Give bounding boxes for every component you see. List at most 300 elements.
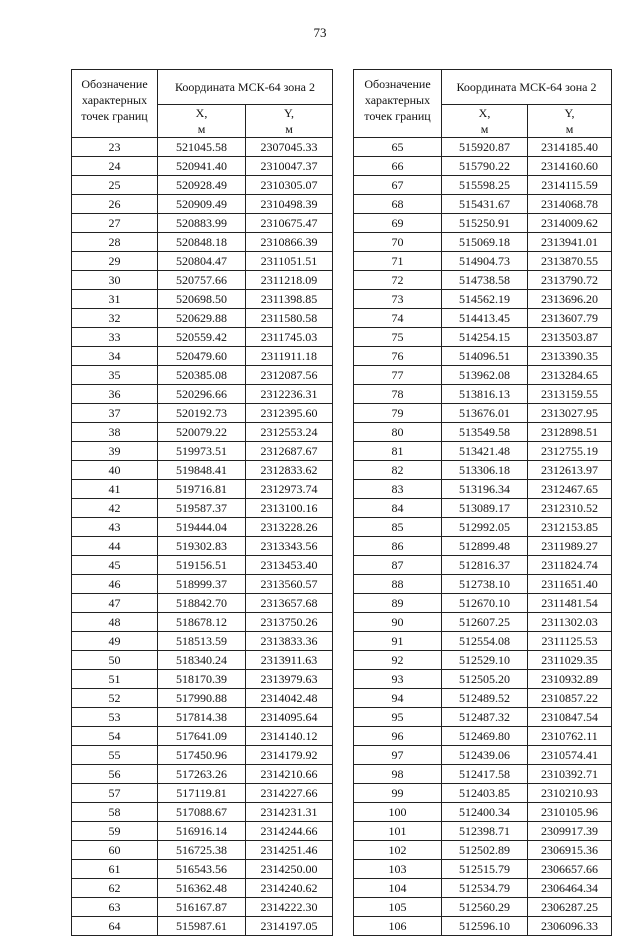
table-row — [354, 404, 612, 423]
x-coordinate-cell: 520804.47 — [158, 252, 246, 271]
y-coordinate-cell: 2312687.67 — [246, 442, 333, 461]
point-number-cell: 51 — [72, 670, 158, 689]
point-number-cell: 39 — [72, 442, 158, 461]
y-coordinate-cell: 2313941.01 — [528, 233, 612, 252]
table-row — [354, 328, 612, 347]
y-coordinate-cell: 2307045.33 — [246, 138, 333, 157]
point-number-cell: 103 — [354, 860, 442, 879]
point-number-cell: 54 — [72, 727, 158, 746]
x-axis-label: X, — [195, 106, 208, 120]
x-coordinate-cell: 520909.49 — [158, 195, 246, 214]
y-coordinate-cell: 2311029.35 — [528, 651, 612, 670]
point-number-cell: 59 — [72, 822, 158, 841]
page-number: 73 — [313, 25, 327, 40]
point-number-cell: 101 — [354, 822, 442, 841]
y-coordinate-cell: 2311398.85 — [246, 290, 333, 309]
y-coordinate-cell: 2310857.22 — [528, 689, 612, 708]
point-number-cell: 83 — [354, 480, 442, 499]
y-coordinate-cell: 2312310.52 — [528, 499, 612, 518]
x-coordinate-cell: 520079.22 — [158, 423, 246, 442]
table-row — [72, 176, 333, 195]
y-coordinate-cell: 2310762.11 — [528, 727, 612, 746]
x-coordinate-cell: 515431.67 — [442, 195, 528, 214]
coordinates-table-right — [353, 69, 612, 936]
point-number-cell: 81 — [354, 442, 442, 461]
table-row — [72, 689, 333, 708]
point-number-cell: 43 — [72, 518, 158, 537]
point-number-cell: 89 — [354, 594, 442, 613]
point-number-cell: 30 — [72, 271, 158, 290]
y-coordinate-cell: 2311481.54 — [528, 594, 612, 613]
x-coordinate-cell: 513421.48 — [442, 442, 528, 461]
table-row — [72, 575, 333, 594]
table-row — [72, 841, 333, 860]
table-row — [354, 898, 612, 917]
point-number-cell: 98 — [354, 765, 442, 784]
table-row — [72, 138, 333, 157]
y-coordinate-cell: 2311745.03 — [246, 328, 333, 347]
point-number-cell: 99 — [354, 784, 442, 803]
point-number-cell: 53 — [72, 708, 158, 727]
point-number-cell: 50 — [72, 651, 158, 670]
point-number-cell: 58 — [72, 803, 158, 822]
y-coordinate-cell: 2313100.16 — [246, 499, 333, 518]
y-coordinate-cell: 2312153.85 — [528, 518, 612, 537]
y-coordinate-cell: 2313979.63 — [246, 670, 333, 689]
y-coordinate-cell: 2310932.89 — [528, 670, 612, 689]
y-coordinate-cell: 2310574.41 — [528, 746, 612, 765]
table-row — [354, 613, 612, 632]
table-row — [354, 347, 612, 366]
table-row — [354, 233, 612, 252]
point-number-cell: 62 — [72, 879, 158, 898]
x-coordinate-cell: 516362.48 — [158, 879, 246, 898]
x-coordinate-cell: 512469.80 — [442, 727, 528, 746]
point-number-cell: 105 — [354, 898, 442, 917]
x-coordinate-cell: 516167.87 — [158, 898, 246, 917]
y-coordinate-cell: 2313833.36 — [246, 632, 333, 651]
x-coordinate-cell: 514738.58 — [442, 271, 528, 290]
point-number-cell: 87 — [354, 556, 442, 575]
y-coordinate-cell: 2313607.79 — [528, 309, 612, 328]
y-coordinate-cell: 2310498.39 — [246, 195, 333, 214]
x-coordinate-cell: 514096.51 — [442, 347, 528, 366]
x-coordinate-cell: 512489.52 — [442, 689, 528, 708]
point-number-cell: 97 — [354, 746, 442, 765]
table-row — [354, 917, 612, 936]
y-coordinate-cell: 2313790.72 — [528, 271, 612, 290]
point-number-cell: 82 — [354, 461, 442, 480]
table-row — [72, 499, 333, 518]
point-number-cell: 28 — [72, 233, 158, 252]
table-row — [354, 176, 612, 195]
y-coordinate-cell: 2314251.46 — [246, 841, 333, 860]
table-row — [72, 309, 333, 328]
y-coordinate-cell: 2306464.34 — [528, 879, 612, 898]
point-number-cell: 67 — [354, 176, 442, 195]
point-number-cell: 63 — [72, 898, 158, 917]
point-number-cell: 94 — [354, 689, 442, 708]
point-number-cell: 71 — [354, 252, 442, 271]
table-row — [354, 670, 612, 689]
table-row — [72, 461, 333, 480]
point-number-cell: 95 — [354, 708, 442, 727]
y-coordinate-cell: 2314250.00 — [246, 860, 333, 879]
table-row — [354, 195, 612, 214]
x-coordinate-cell: 520296.66 — [158, 385, 246, 404]
x-coordinate-cell: 515920.87 — [442, 138, 528, 157]
coordinate-group-header: Координата МСК-64 зона 2 — [158, 70, 333, 105]
table-row — [72, 442, 333, 461]
designation-header: Обозначение характерных точек границ — [354, 70, 442, 138]
x-coordinate-cell: 512487.32 — [442, 708, 528, 727]
x-coordinate-cell: 514413.45 — [442, 309, 528, 328]
table-row — [72, 252, 333, 271]
point-number-cell: 25 — [72, 176, 158, 195]
point-number-cell: 24 — [72, 157, 158, 176]
point-number-cell: 60 — [72, 841, 158, 860]
coordinate-group-header: Координата МСК-64 зона 2 — [442, 70, 612, 105]
point-number-cell: 85 — [354, 518, 442, 537]
x-coordinate-cell: 513549.58 — [442, 423, 528, 442]
table-row — [72, 651, 333, 670]
x-coordinate-cell: 517990.88 — [158, 689, 246, 708]
designation-header: Обозначение характерных точек границ — [72, 70, 158, 138]
y-coordinate-cell: 2312755.19 — [528, 442, 612, 461]
x-coordinate-cell: 520385.08 — [158, 366, 246, 385]
x-coordinate-cell: 512529.10 — [442, 651, 528, 670]
y-coordinate-cell: 2311051.51 — [246, 252, 333, 271]
y-coordinate-cell: 2311651.40 — [528, 575, 612, 594]
x-coordinate-cell: 520629.88 — [158, 309, 246, 328]
point-number-cell: 33 — [72, 328, 158, 347]
y-coordinate-cell: 2313503.87 — [528, 328, 612, 347]
y-coordinate-cell: 2309917.39 — [528, 822, 612, 841]
table-row — [72, 898, 333, 917]
point-number-cell: 106 — [354, 917, 442, 936]
x-coordinate-cell: 518513.59 — [158, 632, 246, 651]
x-coordinate-cell: 520559.42 — [158, 328, 246, 347]
table-row — [354, 841, 612, 860]
point-number-cell: 78 — [354, 385, 442, 404]
table-row — [72, 347, 333, 366]
x-coordinate-cell: 517814.38 — [158, 708, 246, 727]
x-coordinate-cell: 513816.13 — [442, 385, 528, 404]
y-coordinate-cell: 2314227.66 — [246, 784, 333, 803]
table-row — [72, 613, 333, 632]
x-coordinate-cell: 519716.81 — [158, 480, 246, 499]
x-coordinate-cell: 512398.71 — [442, 822, 528, 841]
x-coordinate-cell: 520698.50 — [158, 290, 246, 309]
x-coordinate-cell: 519156.51 — [158, 556, 246, 575]
point-number-cell: 40 — [72, 461, 158, 480]
y-coordinate-cell: 2313911.63 — [246, 651, 333, 670]
coordinates-table-left — [71, 69, 333, 936]
point-number-cell: 70 — [354, 233, 442, 252]
x-coordinate-cell: 520479.60 — [158, 347, 246, 366]
table-row — [72, 480, 333, 499]
point-number-cell: 93 — [354, 670, 442, 689]
table-row — [72, 157, 333, 176]
x-coordinate-cell: 517450.96 — [158, 746, 246, 765]
table-row — [72, 537, 333, 556]
y-coordinate-cell: 2306915.36 — [528, 841, 612, 860]
y-coordinate-cell: 2311911.18 — [246, 347, 333, 366]
y-coordinate-cell: 2312087.56 — [246, 366, 333, 385]
point-number-cell: 41 — [72, 480, 158, 499]
y-coordinate-cell: 2313696.20 — [528, 290, 612, 309]
table-row — [72, 290, 333, 309]
x-coordinate-cell: 513089.17 — [442, 499, 528, 518]
x-coordinate-cell: 518170.39 — [158, 670, 246, 689]
y-coordinate-cell: 2314244.66 — [246, 822, 333, 841]
table-row — [72, 556, 333, 575]
point-number-cell: 75 — [354, 328, 442, 347]
y-coordinate-cell: 2314140.12 — [246, 727, 333, 746]
y-coordinate-cell: 2310210.93 — [528, 784, 612, 803]
point-number-cell: 79 — [354, 404, 442, 423]
y-coordinate-cell: 2312395.60 — [246, 404, 333, 423]
y-coordinate-cell: 2314095.64 — [246, 708, 333, 727]
point-number-cell: 35 — [72, 366, 158, 385]
point-number-cell: 77 — [354, 366, 442, 385]
table-row — [354, 708, 612, 727]
x-coordinate-cell: 520848.18 — [158, 233, 246, 252]
x-coordinate-cell: 512400.34 — [442, 803, 528, 822]
table-row — [354, 860, 612, 879]
y-coordinate-cell: 2314068.78 — [528, 195, 612, 214]
table-row — [354, 746, 612, 765]
point-number-cell: 65 — [354, 138, 442, 157]
y-coordinate-cell: 2310305.07 — [246, 176, 333, 195]
table-row — [354, 651, 612, 670]
point-number-cell: 80 — [354, 423, 442, 442]
table-row — [72, 271, 333, 290]
y-coordinate-cell: 2312973.74 — [246, 480, 333, 499]
point-number-cell: 48 — [72, 613, 158, 632]
table-row — [354, 537, 612, 556]
y-coordinate-cell: 2314179.92 — [246, 746, 333, 765]
x-coordinate-cell: 512439.06 — [442, 746, 528, 765]
y-coordinate-cell: 2306096.33 — [528, 917, 612, 936]
point-number-cell: 56 — [72, 765, 158, 784]
y-coordinate-cell: 2312467.65 — [528, 480, 612, 499]
point-number-cell: 55 — [72, 746, 158, 765]
point-number-cell: 69 — [354, 214, 442, 233]
point-number-cell: 26 — [72, 195, 158, 214]
x-coordinate-cell: 519302.83 — [158, 537, 246, 556]
table-row — [354, 879, 612, 898]
y-coordinate-cell: 2310675.47 — [246, 214, 333, 233]
x-coordinate-cell: 515790.22 — [442, 157, 528, 176]
x-coordinate-cell: 512502.89 — [442, 841, 528, 860]
x-coordinate-cell: 512515.79 — [442, 860, 528, 879]
point-number-cell: 84 — [354, 499, 442, 518]
x-coordinate-cell: 512534.79 — [442, 879, 528, 898]
table-row — [354, 594, 612, 613]
table-row — [72, 366, 333, 385]
x-coordinate-cell: 512738.10 — [442, 575, 528, 594]
table-row — [354, 366, 612, 385]
table-row — [72, 803, 333, 822]
table-row — [354, 727, 612, 746]
x-unit-label: м — [480, 122, 489, 136]
x-axis-label: X, — [478, 106, 491, 120]
y-coordinate-cell: 2306657.66 — [528, 860, 612, 879]
point-number-cell: 102 — [354, 841, 442, 860]
point-number-cell: 96 — [354, 727, 442, 746]
point-number-cell: 23 — [72, 138, 158, 157]
point-number-cell: 49 — [72, 632, 158, 651]
point-number-cell: 100 — [354, 803, 442, 822]
x-coordinate-cell: 517119.81 — [158, 784, 246, 803]
y-coordinate-cell: 2311218.09 — [246, 271, 333, 290]
point-number-cell: 86 — [354, 537, 442, 556]
table-row — [354, 309, 612, 328]
x-coordinate-cell: 518340.24 — [158, 651, 246, 670]
point-number-cell: 64 — [72, 917, 158, 936]
table-row — [354, 138, 612, 157]
point-number-cell: 57 — [72, 784, 158, 803]
y-axis-header — [528, 105, 612, 138]
table-row — [72, 708, 333, 727]
table-row — [354, 271, 612, 290]
x-coordinate-cell: 514254.15 — [442, 328, 528, 347]
table-row — [72, 727, 333, 746]
x-coordinate-cell: 513196.34 — [442, 480, 528, 499]
table-row — [354, 499, 612, 518]
table-row — [354, 290, 612, 309]
point-number-cell: 72 — [354, 271, 442, 290]
x-coordinate-cell: 512505.20 — [442, 670, 528, 689]
y-coordinate-cell: 2314222.30 — [246, 898, 333, 917]
table-row — [354, 214, 612, 233]
x-coordinate-cell: 517263.26 — [158, 765, 246, 784]
y-axis-label: Y, — [283, 106, 295, 120]
point-number-cell: 47 — [72, 594, 158, 613]
table-row — [72, 594, 333, 613]
point-number-cell: 27 — [72, 214, 158, 233]
y-coordinate-cell: 2313228.26 — [246, 518, 333, 537]
x-coordinate-cell: 515069.18 — [442, 233, 528, 252]
y-coordinate-cell: 2314185.40 — [528, 138, 612, 157]
x-axis-header — [442, 105, 528, 138]
y-coordinate-cell: 2313159.55 — [528, 385, 612, 404]
table-row — [72, 860, 333, 879]
point-number-cell: 36 — [72, 385, 158, 404]
table-row — [72, 917, 333, 936]
x-coordinate-cell: 517088.67 — [158, 803, 246, 822]
x-coordinate-cell: 512670.10 — [442, 594, 528, 613]
y-coordinate-cell: 2312833.62 — [246, 461, 333, 480]
table-row — [354, 385, 612, 404]
table-row — [354, 461, 612, 480]
y-coordinate-cell: 2314042.48 — [246, 689, 333, 708]
table-row — [354, 556, 612, 575]
y-coordinate-cell: 2314231.31 — [246, 803, 333, 822]
point-number-cell: 61 — [72, 860, 158, 879]
x-coordinate-cell: 515987.61 — [158, 917, 246, 936]
y-unit-label: м — [285, 122, 293, 136]
point-number-cell: 44 — [72, 537, 158, 556]
x-coordinate-cell: 514904.73 — [442, 252, 528, 271]
y-coordinate-cell: 2313390.35 — [528, 347, 612, 366]
table-row — [354, 689, 612, 708]
x-coordinate-cell: 512417.58 — [442, 765, 528, 784]
point-number-cell: 46 — [72, 575, 158, 594]
x-coordinate-cell: 516543.56 — [158, 860, 246, 879]
x-coordinate-cell: 518842.70 — [158, 594, 246, 613]
point-number-cell: 104 — [354, 879, 442, 898]
x-coordinate-cell: 512596.10 — [442, 917, 528, 936]
table-row — [72, 746, 333, 765]
table-body-right — [354, 138, 612, 936]
y-coordinate-cell: 2314197.05 — [246, 917, 333, 936]
point-number-cell: 42 — [72, 499, 158, 518]
x-coordinate-cell: 514562.19 — [442, 290, 528, 309]
x-coordinate-cell: 512607.25 — [442, 613, 528, 632]
x-coordinate-cell: 520883.99 — [158, 214, 246, 233]
x-coordinate-cell: 513676.01 — [442, 404, 528, 423]
y-coordinate-cell: 2314160.60 — [528, 157, 612, 176]
x-coordinate-cell: 512554.08 — [442, 632, 528, 651]
x-axis-header — [158, 105, 246, 138]
table-row — [354, 784, 612, 803]
y-coordinate-cell: 2310866.39 — [246, 233, 333, 252]
x-coordinate-cell: 517641.09 — [158, 727, 246, 746]
y-coordinate-cell: 2313750.26 — [246, 613, 333, 632]
point-number-cell: 38 — [72, 423, 158, 442]
point-number-cell: 37 — [72, 404, 158, 423]
x-coordinate-cell: 512560.29 — [442, 898, 528, 917]
table-row — [72, 233, 333, 252]
table-row — [354, 803, 612, 822]
x-coordinate-cell: 512899.48 — [442, 537, 528, 556]
table-row — [72, 765, 333, 784]
y-unit-label: м — [565, 122, 574, 136]
x-coordinate-cell: 516916.14 — [158, 822, 246, 841]
point-number-cell: 88 — [354, 575, 442, 594]
table-row — [354, 480, 612, 499]
y-coordinate-cell: 2314115.59 — [528, 176, 612, 195]
table-row — [72, 214, 333, 233]
x-coordinate-cell: 518999.37 — [158, 575, 246, 594]
x-coordinate-cell: 519973.51 — [158, 442, 246, 461]
x-coordinate-cell: 515250.91 — [442, 214, 528, 233]
x-coordinate-cell: 520192.73 — [158, 404, 246, 423]
y-coordinate-cell: 2312553.24 — [246, 423, 333, 442]
point-number-cell: 90 — [354, 613, 442, 632]
point-number-cell: 52 — [72, 689, 158, 708]
x-coordinate-cell: 513962.08 — [442, 366, 528, 385]
x-coordinate-cell: 515598.25 — [442, 176, 528, 195]
table-row — [72, 670, 333, 689]
x-coordinate-cell: 520928.49 — [158, 176, 246, 195]
x-coordinate-cell: 513306.18 — [442, 461, 528, 480]
point-number-cell: 73 — [354, 290, 442, 309]
y-axis-header — [246, 105, 333, 138]
table-row — [354, 518, 612, 537]
y-coordinate-cell: 2313453.40 — [246, 556, 333, 575]
table-row — [72, 632, 333, 651]
y-axis-label: Y, — [564, 106, 575, 120]
y-coordinate-cell: 2311989.27 — [528, 537, 612, 556]
x-coordinate-cell: 516725.38 — [158, 841, 246, 860]
point-number-cell: 66 — [354, 157, 442, 176]
y-coordinate-cell: 2312898.51 — [528, 423, 612, 442]
y-coordinate-cell: 2314009.62 — [528, 214, 612, 233]
point-number-cell: 45 — [72, 556, 158, 575]
